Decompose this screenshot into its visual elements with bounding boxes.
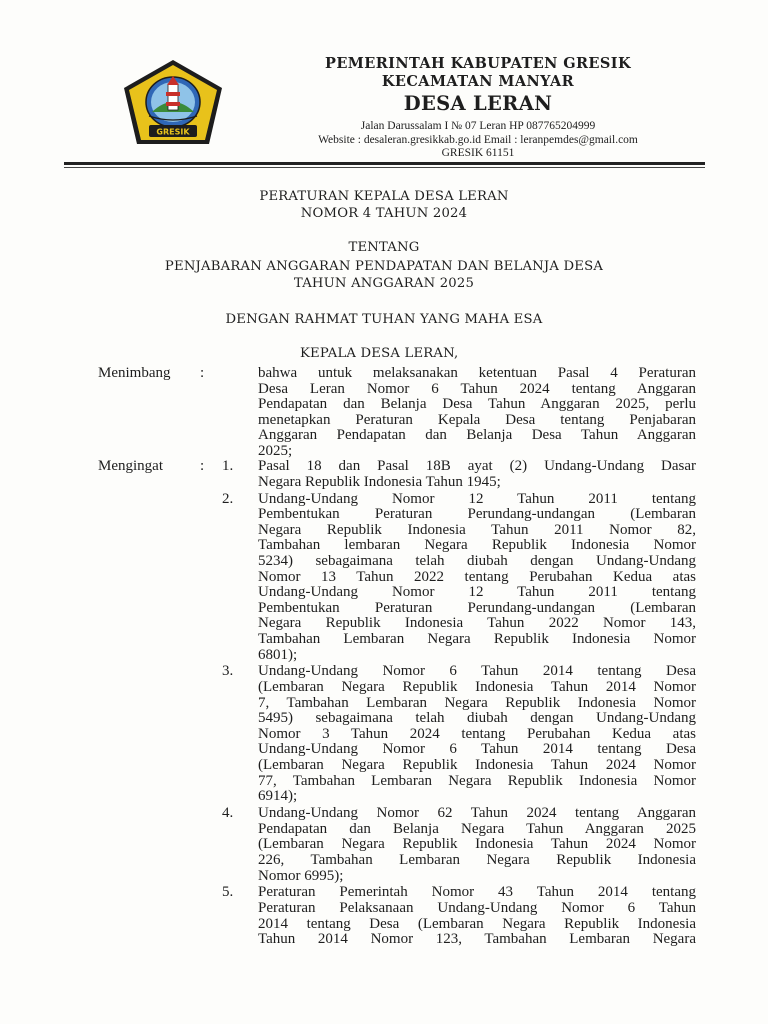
mengingat-item-line: 6801); <box>258 646 298 663</box>
gresik-regency-emblem <box>121 58 225 146</box>
mengingat-item-line: Pembentukan Peraturan Perundang-undangan (Lembaran <box>258 599 696 616</box>
mengingat-item-line: Undang-Undang Nomor 12 Tahun 2011 tentang <box>258 584 696 601</box>
regulation-title: PERATURAN KEPALA DESA LERAN <box>259 189 509 204</box>
postal-line: GRESIK 61151 <box>441 147 515 159</box>
mengingat-item-line: Nomor 13 Tahun 2022 tentang Perubahan Kedua atas <box>258 568 696 585</box>
regulation-number: NOMOR 4 TAHUN 2024 <box>300 206 468 221</box>
mengingat-item-line: Negara Republik Indonesia Tahun 1945; <box>258 473 501 490</box>
mengingat-item-line: 77, Tambahan Lembaran Negara Republik Indonesia Nomor <box>258 772 696 789</box>
mengingat-item-line: Tambahan lembaran Negara Republik Indonesia Nomor <box>258 537 696 554</box>
mengingat-item-line: (Lembaran Negara Republik Indonesia Tahun 2024 Nomor <box>258 836 696 853</box>
mengingat-item-line: Undang-Undang Nomor 12 Tahun 2011 tentang <box>258 490 696 507</box>
mengingat-item-line: Peraturan Pemerintah Nomor 43 Tahun 2014 tentang <box>258 884 696 901</box>
letterhead-rule-thin <box>64 167 705 168</box>
government-name: PEMERINTAH KABUPATEN GRESIK <box>325 55 631 72</box>
about-heading: TENTANG <box>348 240 420 255</box>
mengingat-item-line: Undang-Undang Nomor 6 Tahun 2014 tentang Desa <box>258 741 696 758</box>
menimbang-colon: : <box>200 365 205 381</box>
mengingat-item-line: 226, Tambahan Lembaran Negara Republik Indonesia <box>258 851 696 868</box>
mengingat-item-line: Negara Republik Indonesia Tahun 2011 Nomor 82, <box>258 521 696 538</box>
mengingat-item-number: 4. <box>222 805 234 822</box>
mengingat-item-line: 5234) sebagaimana telah diubah dengan Undang-Undang <box>258 552 696 569</box>
logo-text: GRESIK <box>156 127 190 137</box>
mengingat-item-line: Tahun 2014 Nomor 123, Tambahan Lembaran Negara <box>258 931 696 948</box>
mengingat-item-line: Undang-Undang Nomor 62 Tahun 2024 tentang Anggaran <box>258 805 696 822</box>
menimbang-line: menetapkan Peraturan Kepala Desa tentang Penjabaran <box>258 411 696 428</box>
mengingat-item-line: (Lembaran Negara Republik Indonesia Tahun 2014 Nomor <box>258 679 696 695</box>
mengingat-item-line: Tambahan Lembaran Negara Republik Indonesia Nomor <box>258 630 696 647</box>
mengingat-item-line: 6914); <box>258 788 298 805</box>
mengingat-item-line: 2014 tentang Desa (Lembaran Negara Republik Indonesia <box>258 915 696 932</box>
web-email-line: Website : desaleran.gresikkab.go.id Email : leranpemdes@gmail.com <box>318 133 638 146</box>
district-name: KECAMATAN MANYAR <box>381 73 575 90</box>
menimbang-line: Pendapatan dan Belanja Desa Tahun Anggaran 2025, perlu <box>258 396 696 413</box>
menimbang-line: 2025; <box>258 443 293 459</box>
mengingat-item-line: Pembentukan Peraturan Perundang-undangan (Lembaran <box>258 506 696 523</box>
mengingat-item-line: 5495) sebagaimana telah diubah dengan Undang-Undang <box>258 710 696 727</box>
menimbang-label: Menimbang <box>98 365 171 381</box>
mengingat-item-line: Nomor 6995); <box>258 867 344 884</box>
mengingat-item-number: 2. <box>222 490 234 507</box>
letterhead <box>258 55 698 161</box>
menimbang-line: bahwa untuk melaksanakan ketentuan Pasal 4 Peraturan <box>258 365 696 381</box>
menimbang-line: Desa Leran Nomor 6 Tahun 2024 tentang Anggaran <box>258 380 696 397</box>
mengingat-item-line: Nomor 3 Tahun 2024 tentang Perubahan Kedua atas <box>258 725 696 742</box>
mengingat-item-number: 3. <box>222 663 234 680</box>
mengingat-item-line: 7, Tambahan Lembaran Negara Republik Indonesia Nomor <box>258 694 696 711</box>
mengingat-item-line: Negara Republik Indonesia Tahun 2022 Nomor 143, <box>258 615 696 632</box>
address-line: Jalan Darussalam I № 07 Leran HP 087765204999 <box>360 120 596 132</box>
menimbang-line: Anggaran Pendapatan dan Belanja Desa Tahun Anggaran <box>258 427 696 444</box>
mengingat-item-line: Undang-Undang Nomor 6 Tahun 2014 tentang Desa <box>258 663 696 680</box>
mengingat-item-number: 5. <box>222 884 234 901</box>
mengingat-colon: : <box>200 458 205 474</box>
mengingat-item-line: Pasal 18 dan Pasal 18B ayat (2) Undang-Undang Dasar <box>258 458 696 474</box>
mengingat-item-line: Peraturan Pelaksanaan Undang-Undang Nomor 6 Tahun <box>258 900 696 916</box>
subject-line-1: PENJABARAN ANGGARAN PENDAPATAN DAN BELANJA DESA <box>164 259 604 274</box>
mengingat-item-number: 1. <box>222 458 234 474</box>
mengingat-label: Mengingat <box>98 458 163 474</box>
subject-line-2: TAHUN ANGGARAN 2025 <box>293 276 475 291</box>
issuer: KEPALA DESA LERAN, <box>300 346 459 361</box>
invocation: DENGAN RAHMAT TUHAN YANG MAHA ESA <box>225 312 543 327</box>
mengingat-item-line: (Lembaran Negara Republik Indonesia Tahun 2024 Nomor <box>258 757 696 773</box>
mengingat-item-line: Pendapatan dan Belanja Negara Tahun Anggaran 2025 <box>258 820 696 837</box>
letterhead-rule-thick <box>64 162 705 165</box>
village-name: DESA LERAN <box>403 92 553 115</box>
